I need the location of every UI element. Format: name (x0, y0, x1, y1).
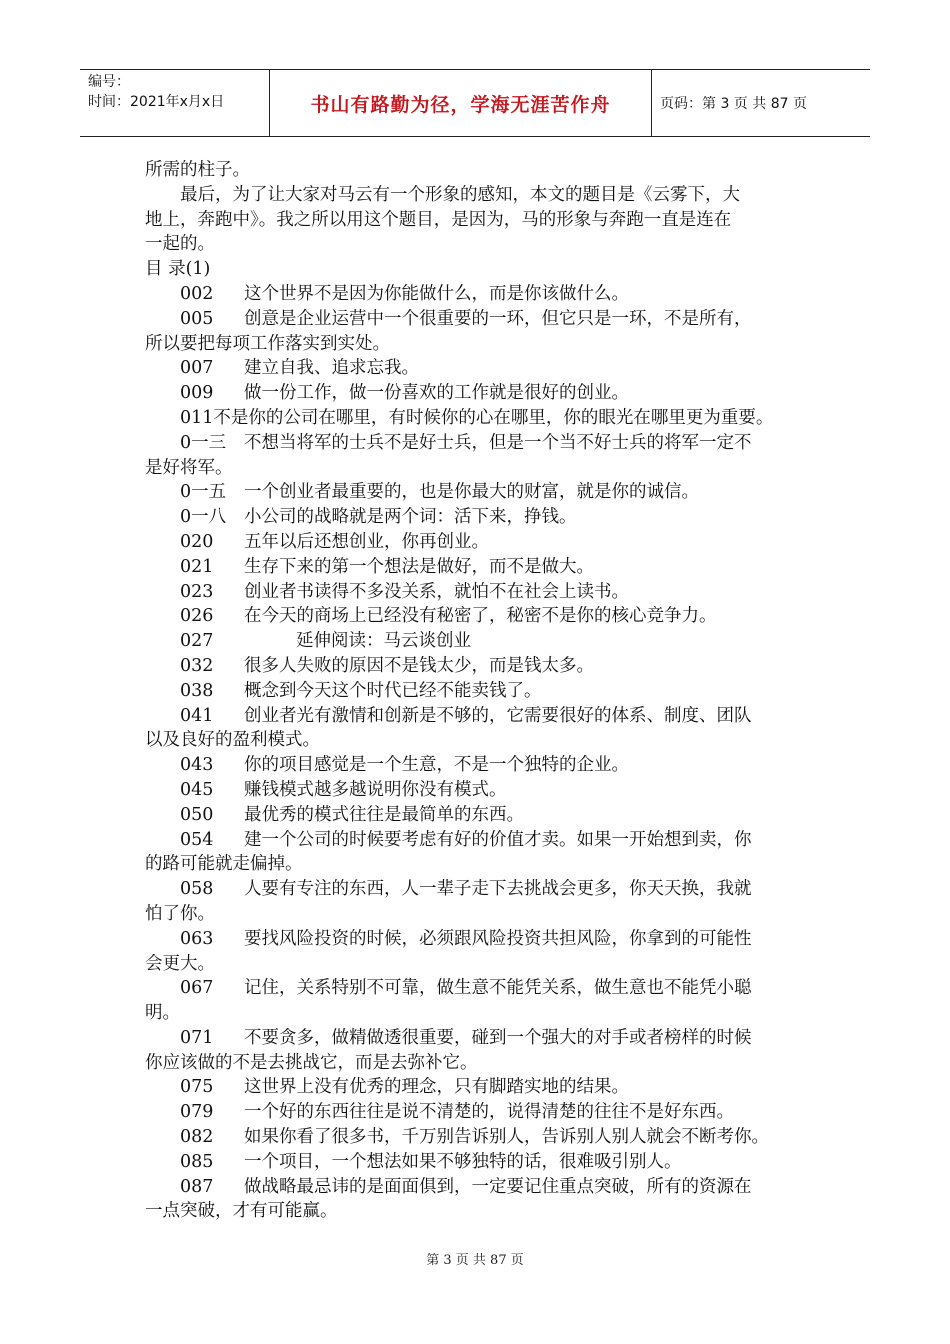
toc-entry (145, 976, 810, 1026)
intro-paragraph-line: 最后，为了让大家对马云有一个形象的感知，本文的题目是《云雾下，大 (180, 184, 740, 205)
header-meta (80, 70, 270, 136)
toc-number: 020 (180, 531, 214, 552)
toc-text: 做一份工作，做一份喜欢的工作就是很好的创业。 (244, 383, 629, 404)
toc-text: 做战略最忌讳的是面面俱到，一定要记住重点突破，所有的资源在 (244, 1176, 752, 1197)
toc-number: 045 (180, 779, 214, 800)
toc-text-continued: 一点突破，才有可能赢。 (145, 1201, 338, 1222)
toc-entry (145, 307, 810, 357)
toc-entry (145, 356, 810, 381)
toc-text: 赚钱模式越多越说明你没有模式。 (244, 779, 507, 800)
toc-text: 建一个公司的时候要考虑有好的价值才卖。如果一开始想到卖，你 (244, 829, 752, 850)
document-body (145, 158, 810, 1224)
toc-title: 目 录(1) (145, 259, 211, 280)
toc-entry (145, 654, 810, 679)
toc-number: 026 (180, 606, 214, 627)
header-number-label: 编号： (88, 74, 130, 90)
toc-entry (145, 753, 810, 778)
toc-text: 人要有专注的东西，人一辈子走下去挑战会更多，你天天换，我就 (244, 879, 752, 900)
toc-number: 082 (180, 1127, 214, 1148)
toc-entry (145, 1100, 810, 1125)
toc-entry (145, 505, 810, 530)
toc-entry (145, 629, 810, 654)
toc-text: 创业者光有激情和创新是不够的，它需要很好的体系、制度、团队 (244, 705, 752, 726)
toc-entry (145, 828, 810, 878)
toc-number: 058 (180, 879, 214, 900)
toc-text: 很多人失败的原因不是钱太少，而是钱太多。 (244, 655, 594, 676)
toc-number: 011 (180, 407, 214, 428)
toc-entry (145, 704, 810, 754)
toc-entry (145, 604, 810, 629)
toc-number: 0一八 (180, 507, 227, 528)
toc-text: 一个项目，一个想法如果不够独特的话，很难吸引别人。 (244, 1151, 682, 1172)
toc-entry (145, 555, 810, 580)
toc-entry (145, 1125, 810, 1150)
toc-entry (145, 1150, 810, 1175)
toc-number: 009 (180, 383, 214, 404)
toc-number: 027 (180, 631, 214, 652)
toc-entry (145, 1075, 810, 1100)
header-page-info: 页码：第 3 页 共 87 页 (660, 96, 807, 112)
toc-entry (145, 679, 810, 704)
toc-number: 087 (180, 1176, 214, 1197)
toc-text: 这个世界不是因为你能做什么，而是你该做什么。 (244, 283, 629, 304)
toc-text: 最优秀的模式往往是最简单的东西。 (244, 804, 524, 825)
toc-text: 小公司的战略就是两个词：活下来，挣钱。 (244, 507, 577, 528)
toc-entry (145, 1026, 810, 1076)
toc-number: 063 (180, 928, 214, 949)
toc-entry (145, 431, 810, 481)
toc-number: 002 (180, 283, 214, 304)
header-motto: 书山有路勤为径，学海无涯苦作舟 (270, 70, 652, 136)
toc-text: 如果你看了很多书，千万别告诉别人，告诉别人别人就会不断考你。 (244, 1127, 769, 1148)
toc-text: 创业者书读得不多没关系，就怕不在社会上读书。 (244, 581, 629, 602)
toc-number: 075 (180, 1077, 214, 1098)
toc-entry (145, 778, 810, 803)
toc-text: 概念到今天这个时代已经不能卖钱了。 (244, 680, 542, 701)
page-footer: 第 3 页 共 87 页 (426, 1253, 524, 1268)
toc-entry (145, 877, 810, 927)
toc-number: 032 (180, 655, 214, 676)
header-time-label: 时间：2021年x月x日 (88, 94, 225, 110)
toc-text-continued: 明。 (145, 1003, 180, 1024)
toc-text-continued: 的路可能就走偏掉。 (145, 854, 303, 875)
toc-text: 不是你的公司在哪里，有时候你的心在哪里，你的眼光在哪里更为重要。 (213, 407, 774, 428)
toc-number: 0一五 (180, 482, 227, 503)
toc-number: 085 (180, 1151, 214, 1172)
toc-number: 023 (180, 581, 214, 602)
toc-number: 038 (180, 680, 214, 701)
toc-text: 不想当将军的士兵不是好士兵，但是一个当不好士兵的将军一定不 (244, 432, 752, 453)
toc-text: 五年以后还想创业，你再创业。 (244, 531, 489, 552)
intro-line: 所需的柱子。 (145, 160, 250, 180)
toc-text: 创意是企业运营中一个很重要的一环，但它只是一环，不是所有， (244, 308, 752, 329)
toc-entry (145, 381, 810, 406)
toc-text: 记住，关系特别不可靠，做生意不能凭关系，做生意也不能凭小聪 (244, 978, 752, 999)
toc-text: 一个好的东西往往是说不清楚的，说得清楚的往往不是好东西。 (244, 1102, 734, 1123)
toc-entry (145, 282, 810, 307)
toc-number: 041 (180, 705, 214, 726)
toc-number: 071 (180, 1027, 214, 1048)
toc-text: 这世界上没有优秀的理念，只有脚踏实地的结果。 (244, 1077, 629, 1098)
toc-entry (145, 1175, 810, 1225)
toc-text: 生存下来的第一个想法是做好，而不是做大。 (244, 556, 594, 577)
toc-text: 建立自我、追求忘我。 (244, 358, 419, 379)
intro-paragraph-line: 地上，奔跑中》。我之所以用这个题目，是因为，马的形象与奔跑一直是连在 (145, 209, 732, 230)
toc-number: 007 (180, 358, 214, 379)
toc-number: 043 (180, 755, 214, 776)
toc-number: 079 (180, 1102, 214, 1123)
toc-text: 要找风险投资的时候，必须跟风险投资共担风险，你拿到的可能性 (244, 928, 752, 949)
toc-text: 不要贪多，做精做透很重要，碰到一个强大的对手或者榜样的时候 (244, 1027, 752, 1048)
toc-text: 在今天的商场上已经没有秘密了，秘密不是你的核心竞争力。 (244, 606, 717, 627)
toc-entry (145, 927, 810, 977)
toc-entry (145, 580, 810, 605)
toc-entry (145, 803, 810, 828)
toc-entry (145, 480, 810, 505)
toc-text-continued: 怕了你。 (145, 903, 215, 924)
toc-text: 延伸阅读：马云谈创业 (296, 631, 471, 652)
toc-number: 054 (180, 829, 214, 850)
toc-text-continued: 以及良好的盈利模式。 (145, 730, 320, 751)
toc-text-continued: 是好将军。 (145, 457, 233, 478)
toc-number: 067 (180, 978, 214, 999)
toc-text-continued: 所以要把每项工作落实到实处。 (145, 333, 390, 354)
toc-text-continued: 你应该做的不是去挑战它，而是去弥补它。 (145, 1052, 478, 1073)
toc-text-continued: 会更大。 (145, 953, 215, 974)
toc-number: 021 (180, 556, 214, 577)
toc-number: 0一三 (180, 432, 227, 453)
page-header (80, 69, 870, 137)
toc-text: 一个创业者最重要的，也是你最大的财富，就是你的诚信。 (244, 482, 699, 503)
toc-entry (145, 406, 810, 431)
intro-paragraph-line: 一起的。 (145, 234, 215, 255)
toc-text: 你的项目感觉是一个生意，不是一个独特的企业。 (244, 755, 629, 776)
toc-number: 050 (180, 804, 214, 825)
toc-entry (145, 530, 810, 555)
toc-number: 005 (180, 308, 214, 329)
